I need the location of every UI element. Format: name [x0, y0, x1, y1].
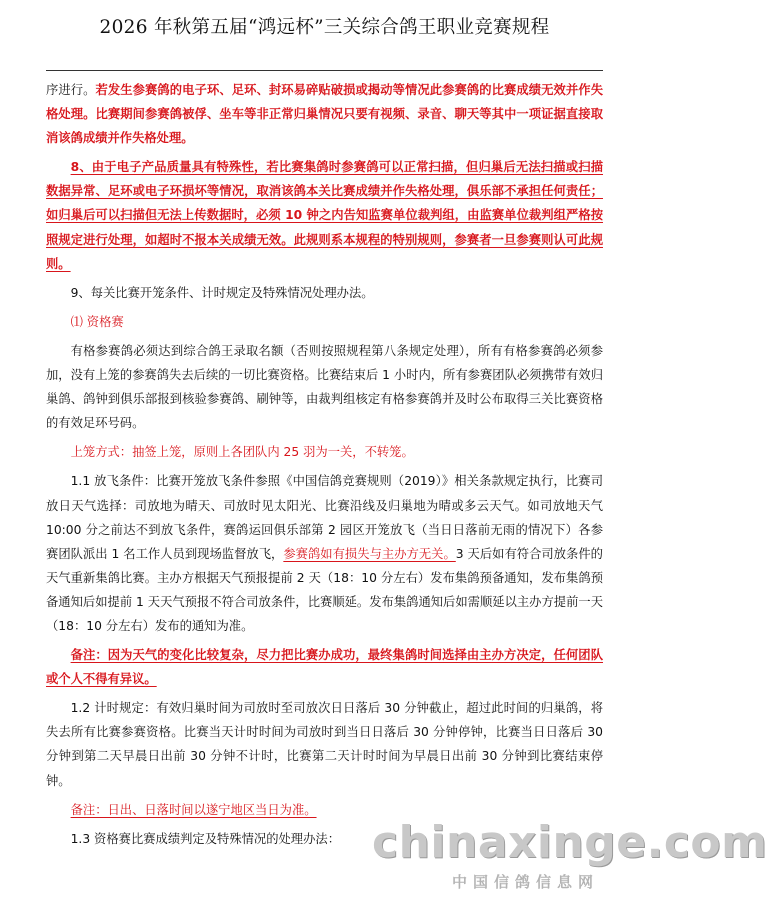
- paragraph-note-weather: [46, 643, 603, 691]
- paragraph-rule-8: [46, 155, 603, 275]
- paragraph-continuation: [46, 78, 603, 150]
- red-rule-text: 若发生参赛鸽的电子环、足环、封环易碎贴破损或揭动等情况此参赛鸽的比赛成绩无效并作失格处理。比赛期间参赛鸽被俘、坐车等非正常归巢情况只要有视频、录音、聊天等其中一项证据直接取消该鸽成绩并作失格处理。: [46, 83, 603, 146]
- document-header: 2026 年秋第五届“鸿远杯”三关综合鸽王职业竞赛规程: [99, 17, 550, 38]
- paragraph-timing-rules: 1.2 计时规定：有效归巢时间为司放时至司放次日日落后 30 分钟截止，超过此时间的归巢鸽，将失去所有比赛参赛资格。比赛当天计时时间为司放时到当日日落后 30 分钟停钟，比赛当日日落后 30 分钟到第二天早晨日出前 30 分钟不计时，比赛第二天计时时间为早晨日出前 30 分钟到比赛结束停钟。: [46, 701, 603, 788]
- red-underlined-rule-text: 8、由于电子产品质量具有特殊性，若比赛集鸽时参赛鸽可以正常扫描，但归巢后无法扫描或扫描数据异常、足环或电子环损坏等情况，取消该鸽本关比赛成绩并作失格处理，俱乐部不承担任何责任；如归巢后可以扫描但无法上传数据时，必须 10 钟之内告知监赛单位裁判组，由监赛单位裁判组严格按照规定进行处理，如超时不报本关成绩无效。此规则系本规程的特别规则，参赛者一旦参赛则认可此规则。: [46, 160, 603, 271]
- release-text-red: 参赛鸽如有损失与主办方无关。: [283, 546, 456, 561]
- note-sunrise-text: 备注：日出、日落时间以遂宁地区当日为准。: [70, 802, 317, 817]
- paragraph-lead: 序进行。: [46, 83, 96, 97]
- paragraph-result-rules: 1.3 资格赛比赛成绩判定及特殊情况的处理办法：: [70, 831, 340, 846]
- paragraph-cage-method: [46, 440, 603, 464]
- paragraph-rule-9: 9、每关比赛开笼条件、计时规定及特殊情况处理办法。: [70, 285, 374, 300]
- watermark-chinese: 中国信鸽信息网: [452, 873, 600, 891]
- release-text-a: 1.1 放飞条件：比赛开笼放飞条件参照《中国信鸽竞赛规则（2019）》相关条款规定执行，比赛司放日天气选择：司放地为晴天、司放时见太阳光、比赛沿线及归巢地为晴或多云天气。如司放地天气 10:00 分之前达不到放飞条件，赛鸽运回俱乐部第 2 园区开笼放飞（当日日落前无雨的情况下）各参赛团队派出 1 名工作人员到现场监督放飞，: [46, 474, 603, 561]
- paragraph-release-conditions: [46, 469, 603, 638]
- document-body: [46, 78, 603, 851]
- cage-method-text: 上笼方式：抽签上笼，原则上各团队内 25 羽为一关，不转笼。: [70, 445, 414, 460]
- watermark-brand: chinaxinge.com: [372, 817, 768, 868]
- section-heading-text: ⑴ 资格赛: [70, 314, 124, 329]
- release-text-c: 3 天后如有符合司放条件的天气重新集鸽比赛。主办方根据天气预报提前 2 天（18：10 分左右）发布集鸽预备通知，发布集鸽预备通知后如提前 1 天天气预报不符合司放条件，比赛顺延。发布集鸽通知后如需顺延以主办方提前一天（18：10 分左右）发布的通知为准。: [46, 546, 603, 633]
- note-weather-text: 备注：因为天气的变化比较复杂，尽力把比赛办成功，最终集鸽时间选择由主办方决定，任何团队或个人不得有异议。: [46, 648, 603, 687]
- header-divider: [46, 70, 603, 71]
- section-heading-qualifier: [46, 310, 603, 334]
- paragraph-qualifier-intro: 有格参赛鸽必须达到综合鸽王录取名额（否则按照规程第八条规定处理），所有有格参赛鸽必须参加，没有上笼的参赛鸽失去后续的一切比赛资格。比赛结束后 1 小时内，所有参赛团队必须携带有效归巢鸽、鸽钟到俱乐部报到核验参赛鸽、刷钟等，由裁判组核定有格参赛鸽并及时公布取得三关比赛资格的有效足环号码。: [46, 343, 603, 431]
